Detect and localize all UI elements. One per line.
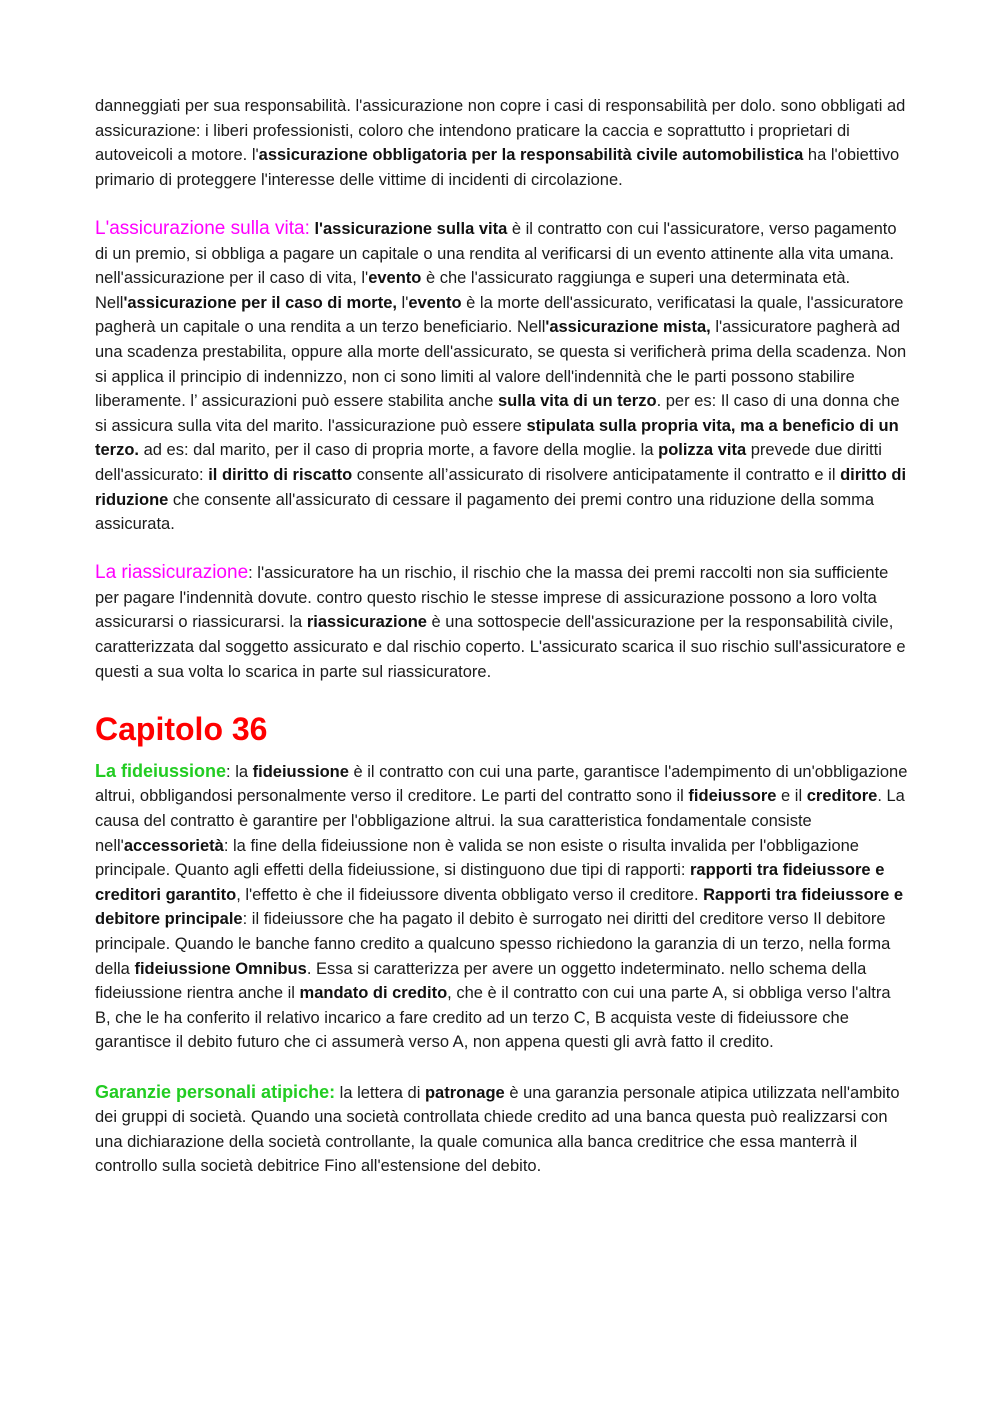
bold-term: evento (368, 269, 422, 288)
bold-term: stipulata sulla propria vita, ma a beneficio di un terzo. (95, 416, 899, 460)
section-heading: L'assicurazione sulla vita: (95, 217, 310, 239)
paragraph (95, 94, 910, 192)
body-text: è che l'assicurato raggiunga e superi una determinata età. Nell (95, 269, 851, 312)
body-text: è una garanzia personale atipica utilizzata nell'ambito dei gruppi di società. Quando una società controllata chiede credito ad una banca questa può realizzarsi con una dichiarazione della società controllante, la quale comunica alla banca creditrice che essa manterrà il controllo sulla società debitrice Fino all'estensione del debito. (95, 1083, 900, 1176)
bold-term: diritto di riduzione (95, 465, 907, 509)
body-text: l'assicuratore pagherà ad una scadenza prestabilita, oppure alla morte dell'assicurato, se questa si verificherà prima della scadenza. Non si applica il principio di indennizzo, non ci sono limiti al valore dell'indennità che le parti possono stabilire liberamente. l’ assicurazioni può essere stabilita anche (95, 318, 907, 411)
body-text: danneggiati per sua responsabilità. l'assicurazione non copre i casi di responsabilità per dolo. sono obbligati ad assicurazione: i liberi professionisti, coloro che intendono praticare la caccia e soprattutto i proprietari di autoveicoli a motore. l' (95, 97, 906, 165)
body-text: la lettera di (335, 1083, 425, 1102)
bold-term: 'assicurazione mista, (545, 318, 711, 337)
body-text: è il contratto con cui una parte, garantisce l'adempimento di un'obbligazione altrui, obbligandosi personalmente verso il creditore. Le parti del contratto sono il (95, 762, 908, 806)
bold-term: sulla vita di un terzo (497, 392, 657, 411)
paragraph (95, 561, 910, 684)
bold-term: Rapporti tra fideiussore e debitore principale (95, 885, 904, 929)
body-text: è una sottospecie dell'assicurazione per la responsabilità civile, caratterizzata dal soggetto assicurato e dal rischio coperto. L'assicurato scarica il suo rischio sull'assicuratore e questi a sua volta lo scarica in parte sul riassicuratore. (95, 613, 906, 681)
body-text: che consente all'assicurato di cessare il pagamento dei premi contro una riduzione della somma assicurata. (95, 490, 875, 534)
bold-term: creditore (806, 787, 878, 806)
paragraph (95, 217, 910, 537)
bold-term: l'assicurazione sulla vita (314, 219, 508, 238)
bold-term: fideiussione Omnibus (134, 959, 307, 978)
bold-term: 'assicurazione per il caso di morte, (123, 293, 397, 312)
body-text: prevede due diritti dell'assicurato: (95, 441, 882, 484)
body-text: ha l'obiettivo primario di proteggere l'interesse delle vittime di incidenti di circolazione. (95, 146, 900, 189)
bold-term: polizza vita (658, 441, 747, 460)
section-heading: Garanzie personali atipiche: (95, 1081, 336, 1102)
bold-term: mandato di credito (299, 984, 448, 1003)
paragraph (95, 759, 910, 1055)
body-text: è il contratto con cui l'assicuratore, verso pagamento di un premio, si obbliga a pagare un capitale o una rendita al verificarsi di un evento attinente alla vita umana. nell'assicurazione per il caso di vita, l' (95, 219, 897, 288)
body-text: : il fideiussore che ha pagato il debito è surrogato nei diritti del creditore verso Il debitore principale. Quando le banche fanno credito a qualcuno spesso richiedono la garanzia di un terzo, nella forma della (95, 910, 891, 978)
document-page (95, 94, 910, 1204)
body-text: l' (396, 293, 409, 312)
body-text: ad es: dal marito, per il caso di propria morte, a favore della moglie. la (139, 441, 659, 460)
section-capitolo-36 (95, 759, 910, 1179)
chapter-title: Capitolo 36 (95, 710, 268, 747)
body-text: : la (226, 762, 253, 781)
bold-term: rapporti tra fideiussore e creditori garantito (95, 861, 885, 904)
bold-term: evento (408, 293, 462, 312)
bold-term: il diritto di riscatto (208, 465, 353, 484)
bold-term: riassicurazione (306, 613, 427, 632)
bold-term: accessorietà (123, 836, 224, 855)
body-text: e il (776, 787, 807, 806)
bold-term: fideiussione (252, 762, 349, 781)
bold-term: assicurazione obbligatoria per la responsabilità civile automobilistica (258, 146, 804, 165)
section-heading: La fideiussione (95, 760, 227, 781)
body-text: . Essa si caratterizza per avere un oggetto indeterminato. nello schema della fideiussione rientra anche il (95, 959, 867, 1003)
body-text: , l'effetto è che il fideiussore diventa obbligato verso il creditore. (236, 885, 704, 904)
paragraph (95, 1080, 910, 1179)
body-text: . La causa del contratto è garantire per l'obbligazione altrui. la sua caratteristica fondamentale consiste nell' (95, 787, 905, 855)
body-text: , che è il contratto con cui una parte A, si obbliga verso l'altra B, che le ha conferito il relativo incarico a fare credito ad un terzo C, B acquista veste di fideiussore che garantisce il debito futuro che ci assumerà verso A, non appena questi gli avrà fatto il credito. (95, 984, 891, 1052)
body-text: : la fine della fideiussione non è valida se non esiste o risulta invalida per l'obbligazione principale. Quanto agli effetti della fideiussione, si distinguono due tipi di rapporti: (95, 836, 859, 880)
body-text: . per es: Il caso di una donna che si assicura sulla vita del marito. l'assicurazione può essere (95, 392, 900, 435)
section-assicurazione (95, 94, 910, 684)
bold-term: patronage (424, 1083, 505, 1102)
bold-term: fideiussore (688, 787, 777, 806)
section-heading: La riassicurazione (95, 562, 249, 584)
body-text: consente all’assicurato di risolvere anticipatamente il contratto e il (352, 465, 841, 484)
body-text: è la morte dell'assicurato, verificatasi la quale, l'assicuratore pagherà un capitale o una rendita a un terzo beneficiario. Nell (95, 293, 904, 337)
body-text: : l'assicuratore ha un rischio, il rischio che la massa dei premi raccolti non sia sufficiente per pagare l'indennità dovute. contro questo rischio le stesse imprese di assicurazione possono a loro volta assicurarsi o riassicurarsi. la (95, 564, 889, 632)
